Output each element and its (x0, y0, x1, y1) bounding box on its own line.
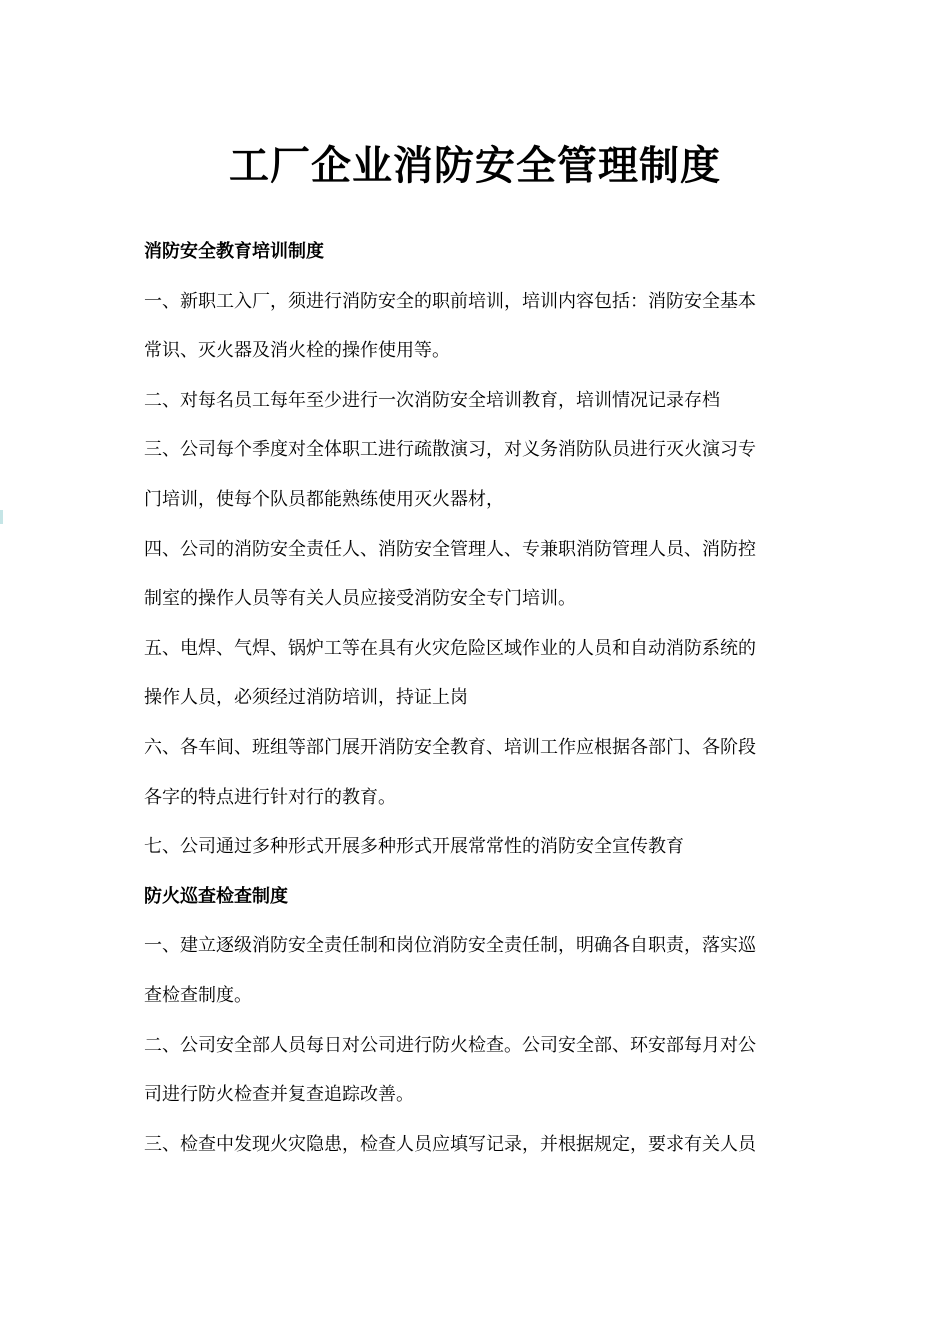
document-body (144, 237, 814, 1179)
paragraph-line: 三、检查中发现火灾隐患，检查人员应填写记录，并根据规定，要求有关人员 (144, 1133, 756, 1155)
page-edge-mark (0, 510, 3, 524)
paragraph-line: 各字的特点进行针对行的教育。 (144, 786, 396, 808)
paragraph-line: 常识、灭火器及消火栓的操作使用等。 (144, 340, 450, 362)
paragraph-line: 四、公司的消防安全责任人、消防安全管理人、专兼职消防管理人员、消防控 (144, 538, 756, 560)
paragraph-line: 门培训，使每个队员都能熟练使用灭火器材， (144, 488, 504, 510)
paragraph-line: 制室的操作人员等有关人员应接受消防安全专门培训。 (144, 588, 576, 610)
paragraph-line: 查检查制度。 (144, 984, 252, 1006)
paragraph-line: 三、公司每个季度对全体职工进行疏散演习，对义务消防队员进行灭火演习专 (144, 439, 756, 461)
paragraph-line: 六、各车间、班组等部门展开消防安全教育、培训工作应根据各部门、各阶段 (144, 736, 756, 758)
paragraph-line: 五、电焊、气焊、锅炉工等在具有火灾危险区域作业的人员和自动消防系统的 (144, 637, 756, 659)
paragraph-line: 司进行防火检查并复查追踪改善。 (144, 1084, 414, 1106)
paragraph-line: 操作人员，必须经过消防培训，持证上岗 (144, 687, 468, 709)
paragraph-line: 一、新职工入厂，须进行消防安全的职前培训，培训内容包括：消防安全基本 (144, 290, 756, 312)
paragraph-line: 一、建立逐级消防安全责任制和岗位消防安全责任制，明确各自职责，落实巡 (144, 935, 756, 957)
section-heading-fire-training: 消防安全教育培训制度 (144, 241, 324, 262)
paragraph-line: 二、公司安全部人员每日对公司进行防火检查。公司安全部、环安部每月对公 (144, 1034, 756, 1056)
paragraph-line: 二、对每名员工每年至少进行一次消防安全培训教育，培训情况记录存档 (144, 389, 720, 411)
paragraph-line: 七、公司通过多种形式开展多种形式开展常常性的消防安全宣传教育 (144, 836, 684, 858)
document-title: 工厂企业消防安全管理制度 (229, 143, 721, 189)
section-heading-fire-patrol: 防火巡查检查制度 (144, 885, 288, 907)
